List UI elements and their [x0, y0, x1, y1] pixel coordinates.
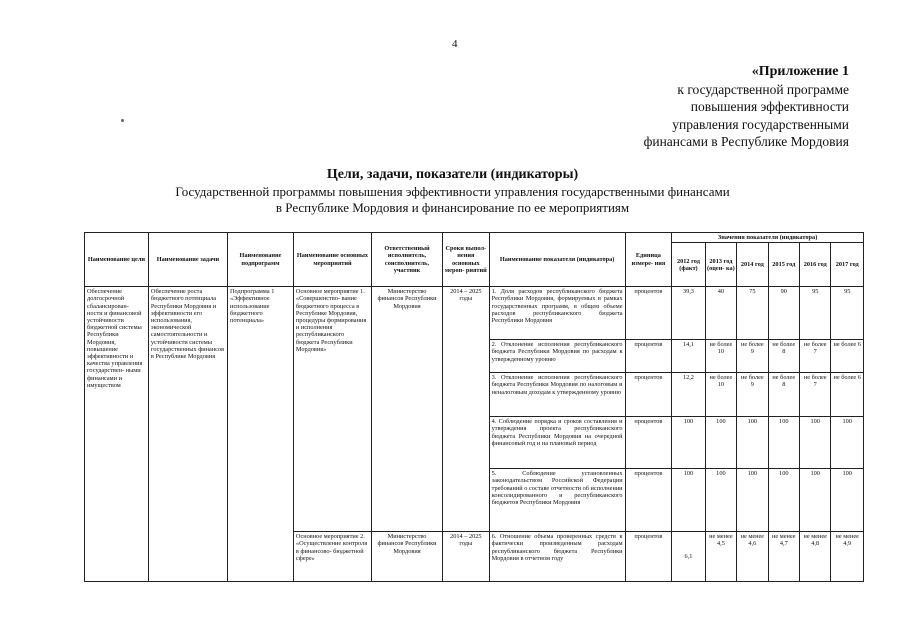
value-cell: не более 6 — [831, 340, 864, 373]
value-cell: 95 — [800, 287, 831, 340]
value-cell: 100 — [672, 417, 705, 469]
value-cell: не более 10 — [705, 340, 736, 373]
page-number: 4 — [452, 38, 458, 50]
task-cell: Обеспечение роста бюджетного потенциала Республики Мордовия и эффективности его использования, экономической самостоятельности и устойчивости системы государственных финансов в Республике Мордовия — [148, 287, 227, 582]
document-title: Цели, задачи, показатели (индикаторы) — [326, 167, 579, 182]
activity-cell: Основное мероприятие 1. «Совершенство- вание бюджетного процесса в Республике Мордовия, процедуры формирования и исполнения республиканского бюджета Республики Мордовия» — [293, 287, 371, 532]
header-year: 2013 год (оцен- ка) — [705, 243, 736, 287]
value-cell: 100 — [672, 469, 705, 532]
header-year: 2016 год — [800, 243, 831, 287]
value-cell: не менее 4,7 — [768, 532, 799, 582]
appendix-line: финансами в Республике Мордовия — [643, 134, 849, 149]
header-executor: Ответственный исполнитель, соисполнитель, участник — [372, 233, 443, 287]
header-unit: Единица измере- ния — [625, 233, 672, 287]
subtitle-line: в Республике Мордовия и финансирование по ее мероприятиям — [275, 200, 630, 215]
value-cell: не менее 4,5 — [705, 532, 736, 582]
header-year: 2012 год (факт) — [672, 243, 705, 287]
value-cell: не менее 4,8 — [800, 532, 831, 582]
value-cell: 90 — [768, 287, 799, 340]
header-task: Наименование задачи — [148, 233, 227, 287]
value-cell: 100 — [831, 417, 864, 469]
value-cell: 100 — [768, 417, 799, 469]
value-cell: 14,1 — [672, 340, 705, 373]
subtitle-line: Государственной программы повышения эффективности управления государственными финансами — [175, 184, 730, 199]
value-cell: 100 — [737, 469, 768, 532]
unit-cell: процентов — [625, 373, 672, 417]
value-cell: не более 7 — [800, 373, 831, 417]
value-cell: не более 8 — [768, 340, 799, 373]
value-cell: 100 — [737, 417, 768, 469]
unit-cell: процентов — [625, 340, 672, 373]
unit-cell: процентов — [625, 287, 672, 340]
value-cell: не более 9 — [737, 340, 768, 373]
value-cell: не более 8 — [768, 373, 799, 417]
executor-cell: Министерство финансов Республики Мордовия — [372, 287, 443, 532]
header-values-group: Значения показателя (индикатора) — [672, 233, 864, 243]
value-cell: 12,2 — [672, 373, 705, 417]
value-cell: не более 7 — [800, 340, 831, 373]
value-cell: 100 — [705, 469, 736, 532]
executor-cell: Министерство финансов Республики Мордовия — [372, 532, 443, 582]
header-goal: Наименование цели — [85, 233, 149, 287]
value-cell: не менее 4,9 — [831, 532, 864, 582]
indicator-cell: 3. Отклонение исполнения республиканского бюджета Республики Мордовия по налоговым и неналоговым доходам к утвержденному уровню — [489, 373, 625, 417]
scan-dot — [121, 119, 124, 122]
appendix-block — [549, 63, 849, 151]
value-cell: не более 9 — [737, 373, 768, 417]
subprogram-cell: Подпрограмма 1 «Эффективное использование бюджетного потенциала» — [228, 287, 294, 582]
header-indicator: Наименование показателя (индикатора) — [489, 233, 625, 287]
value-cell: 39,3 — [672, 287, 705, 340]
terms-cell: 2014 – 2025 годы — [443, 287, 490, 532]
unit-cell: процентов — [625, 417, 672, 469]
header-terms: Сроки выпол- нения основных мероп- риятий — [443, 233, 490, 287]
indicator-cell: 5. Соблюдение установленных законодательством Российской Федерации требований о составе отчетности об исполнении консолидированного и республиканского бюджетов Республики Мордовия — [489, 469, 625, 532]
indicator-cell: 2. Отклонение исполнения республиканского бюджета Республики Мордовия по расходам к утвержденному уровню — [489, 340, 625, 373]
indicators-table — [84, 232, 864, 582]
header-year: 2015 год — [768, 243, 799, 287]
value-cell: не менее 4,6 — [737, 532, 768, 582]
value-cell: 75 — [737, 287, 768, 340]
value-cell: 95 — [831, 287, 864, 340]
value-cell: 100 — [768, 469, 799, 532]
value-cell: не более 6 — [831, 373, 864, 417]
value-cell: 40 — [705, 287, 736, 340]
indicator-cell: 4. Соблюдение порядка и сроков составления и утверждения проекта республиканского бюджета Республики Мордовия на очередной финансовый год и на плановый период — [489, 417, 625, 469]
header-year: 2017 год — [831, 243, 864, 287]
appendix-line: повышения эффективности — [690, 99, 849, 114]
activity-cell: Основное мероприятие 2. «Осуществление контроля в финансово- бюджетной сфере» — [293, 532, 371, 582]
appendix-line: управления государственными — [672, 116, 849, 132]
header-year: 2014 год — [737, 243, 768, 287]
value-cell: 100 — [705, 417, 736, 469]
unit-cell: процентов — [625, 469, 672, 532]
document-subtitle — [60, 184, 845, 216]
terms-cell: 2014 – 2025 годы — [443, 532, 490, 582]
value-cell: 100 — [800, 469, 831, 532]
value-cell: не более 10 — [705, 373, 736, 417]
appendix-line: к государственной программе — [677, 81, 849, 97]
indicator-cell: 6. Отношение объема проверенных средств к фактически произведенным расходам республиканского бюджета Республики Мордовия в отчетном году — [489, 532, 625, 582]
header-subprogram: Наименование подпрограмм — [228, 233, 294, 287]
header-activity: Наименование основных мероприятий — [293, 233, 371, 287]
indicator-cell: 1. Доля расходов республиканского бюджета Республики Мордовия, формируемых в рамках государственных программ, в общем объеме расходов республиканского бюджета Республики Мордовия — [489, 287, 625, 340]
goal-cell: Обеспечение долгосрочной сбалансирован- ности и финансовой устойчивости бюджетной системы Республики Мордовия, повышение эффективности и качества управления государствен- ными финансами и имуществом — [85, 287, 149, 582]
value-cell: 100 — [831, 469, 864, 532]
value-cell: 6,1 — [672, 532, 705, 582]
appendix-title: «Приложение 1 — [751, 64, 849, 79]
value-cell: 100 — [800, 417, 831, 469]
unit-cell: процентов — [625, 532, 672, 582]
